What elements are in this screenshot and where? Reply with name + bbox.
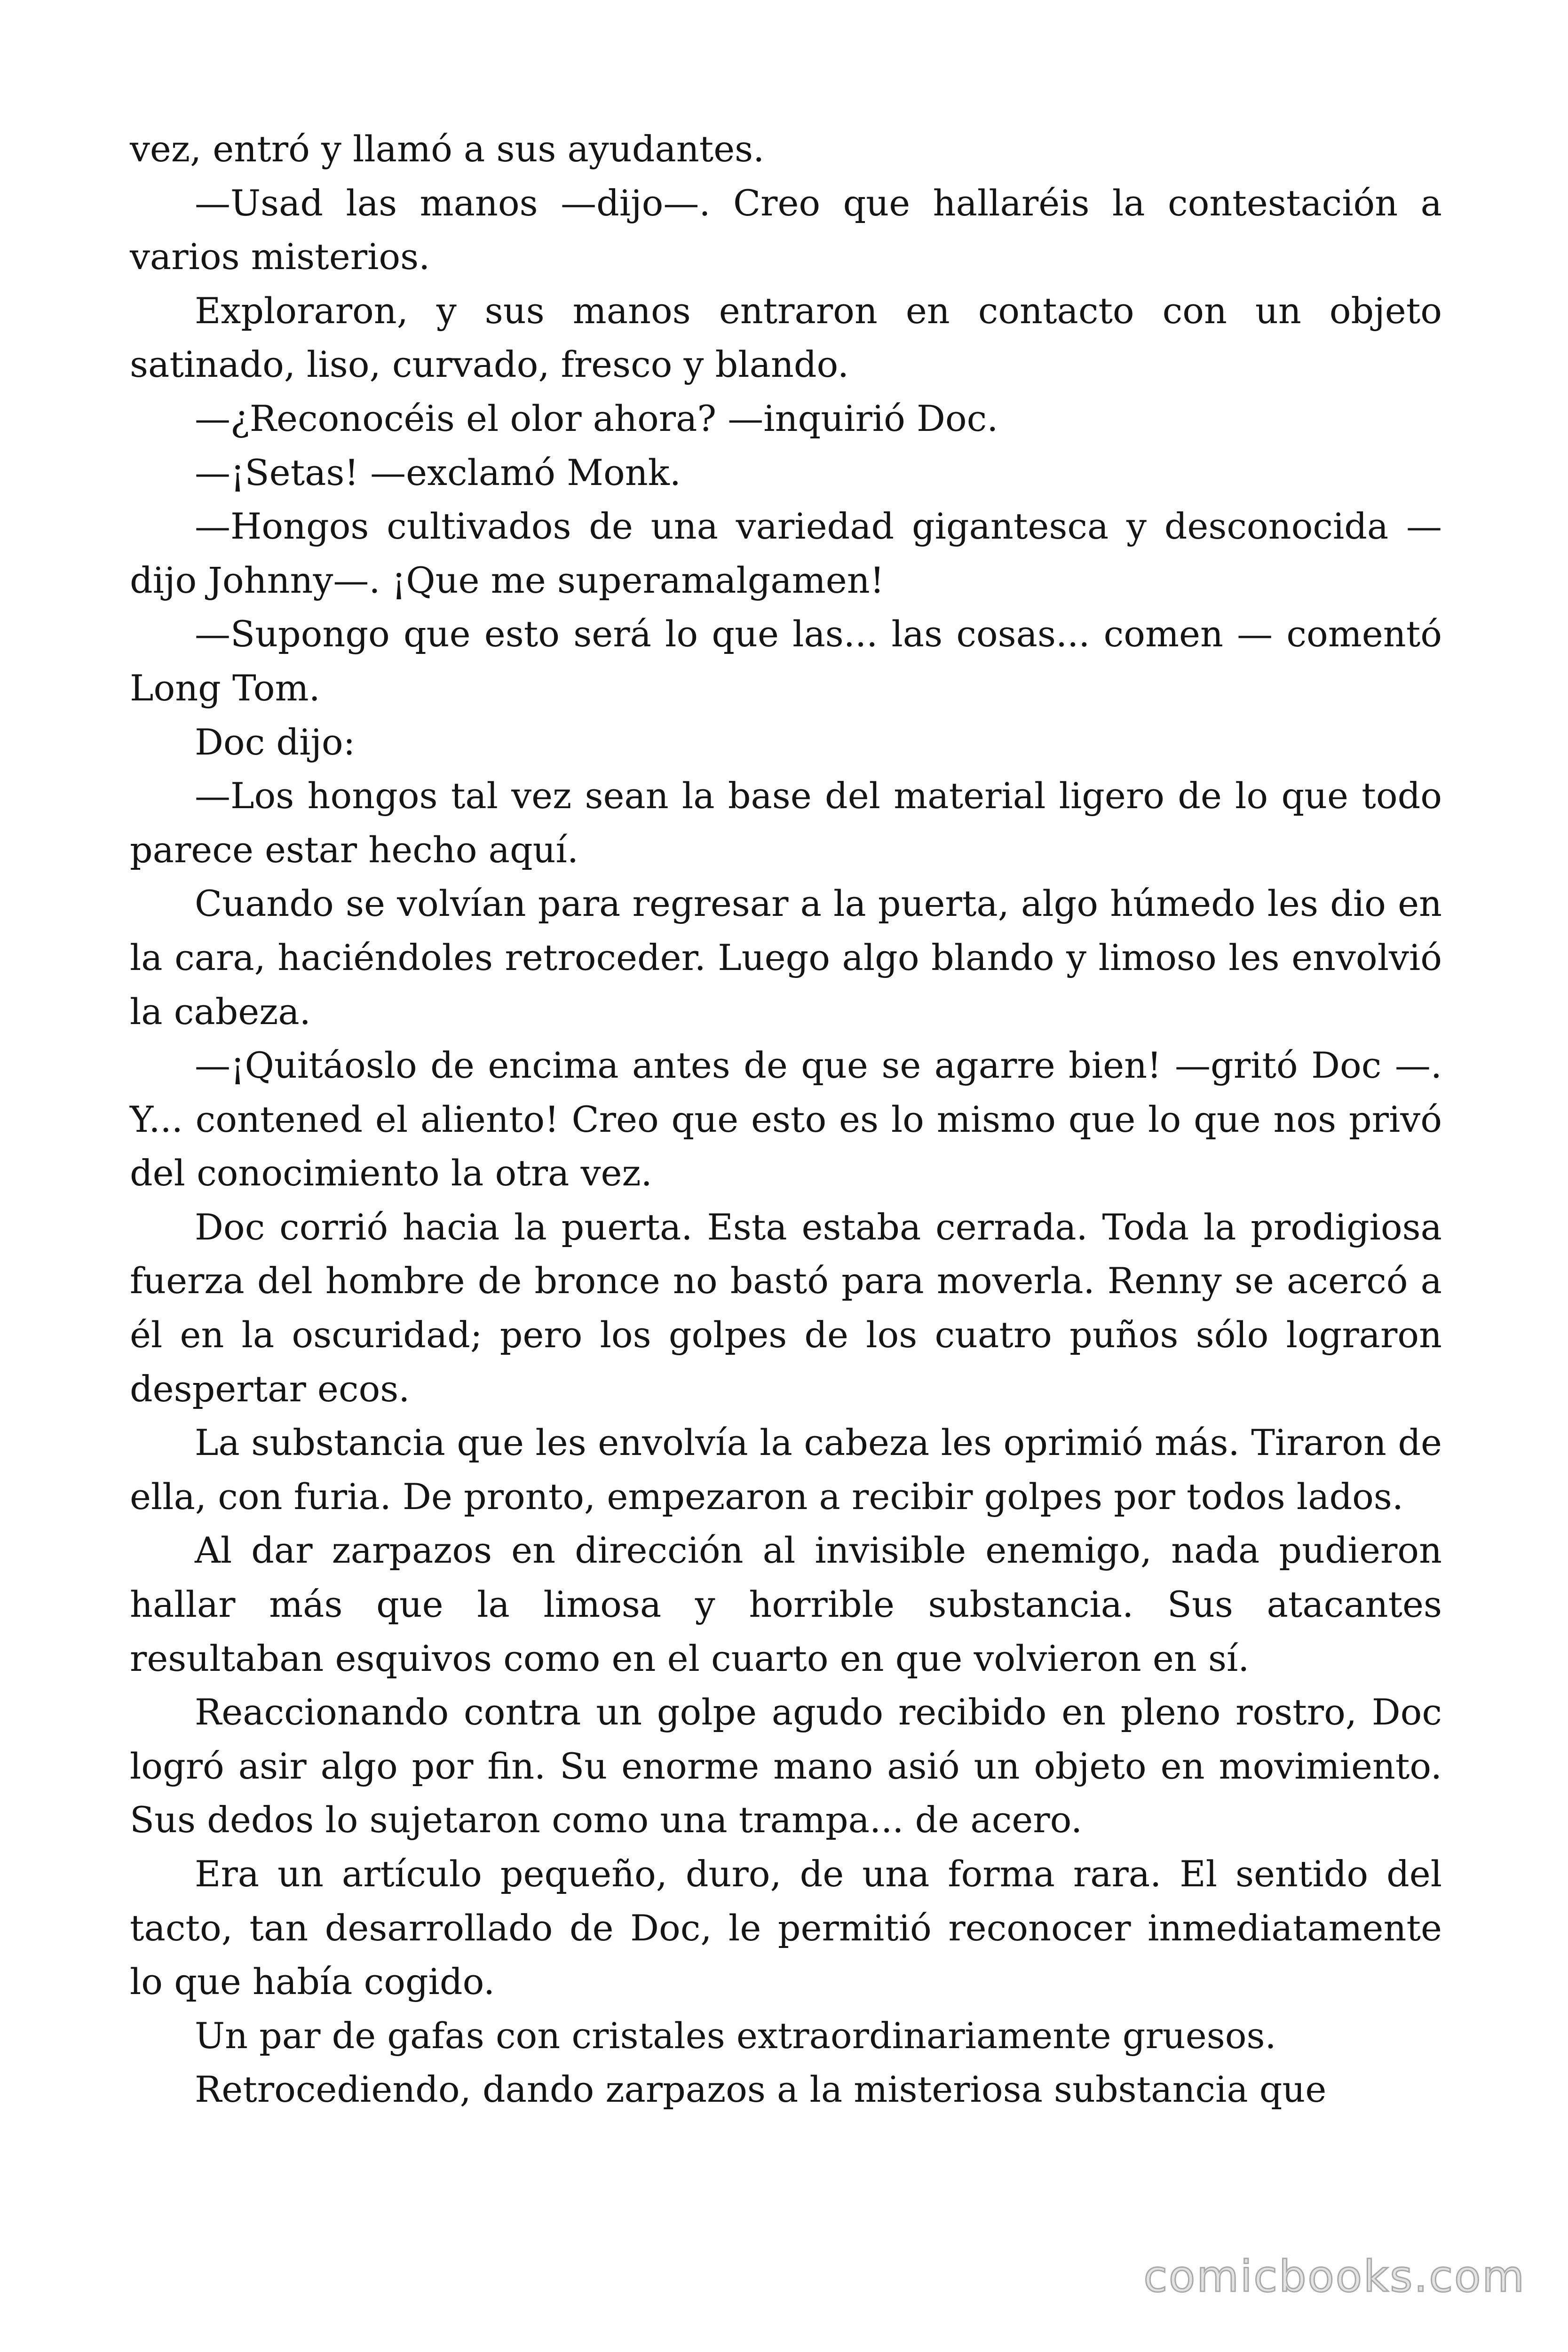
paragraph: —Supongo que esto será lo que las... las cosas... comen — comentó Long Tom. [130, 613, 1442, 709]
paragraph: Doc corrió hacia la puerta. Esta estaba cerrada. Toda la prodigiosa fuerza del hombre de bronce no bastó para moverla. Renny se acercó a él en la oscuridad; pero los golpes de los cuatro puños sólo lograron despertar ecos. [130, 1206, 1442, 1410]
paragraph: —Los hongos tal vez sean la base del material ligero de lo que todo parece estar hecho aquí. [130, 775, 1442, 871]
paragraph: Retrocediendo, dando zarpazos a la misteriosa substancia que [195, 2068, 1327, 2111]
paragraph: Era un artículo pequeño, duro, de una forma rara. El sentido del tacto, tan desarrollado de Doc, le permitió reconocer inmediatamente lo que había cogido. [130, 1853, 1442, 2003]
paragraph: —¡Setas! —exclamó Monk. [195, 451, 681, 493]
paragraph: —Hongos cultivados de una variedad gigantesca y desconocida —dijo Johnny—. ¡Que me superamalgamen! [130, 505, 1442, 601]
paragraph: Un par de gafas con cristales extraordinariamente gruesos. [195, 2014, 1276, 2057]
paragraph: —¿Reconocéis el olor ahora? —inquirió Doc. [195, 397, 998, 439]
paragraph: Exploraron, y sus manos entraron en contacto con un objeto satinado, liso, curvado, fresco y blando. [130, 289, 1442, 386]
paragraph: vez, entró y llamó a sus ayudantes. [130, 128, 765, 170]
paragraph: —¡Quitáoslo de encima antes de que se agarre bien! —gritó Doc —. Y... contened el aliento! Creo que esto es lo mismo que lo que nos privó del conocimiento la otra vez. [130, 1044, 1442, 1194]
paragraph: Reaccionando contra un golpe agudo recibido en pleno rostro, Doc logró asir algo por fin. Su enorme mano asió un objeto en movimiento. Sus dedos lo sujetaron como una trampa... de acero. [130, 1691, 1442, 1841]
paragraph: Al dar zarpazos en dirección al invisible enemigo, nada pudieron hallar más que la limosa y horrible substancia. Sus atacantes resultaban esquivos como en el cuarto en que volvieron en sí. [130, 1529, 1442, 1679]
paragraph: —Usad las manos —dijo—. Creo que hallaréis la contestación a varios misterios. [130, 182, 1442, 278]
body-text [130, 122, 1442, 2117]
paragraph: Doc dijo: [195, 721, 356, 763]
paragraph: Cuando se volvían para regresar a la puerta, algo húmedo les dio en la cara, haciéndoles retroceder. Luego algo blando y limoso les envolvió la cabeza. [130, 882, 1442, 1033]
watermark: comicbooks.com [1143, 2251, 1526, 2302]
paragraph: La substancia que les envolvía la cabeza les oprimió más. Tiraron de ella, con furia. De pronto, empezaron a recibir golpes por todos lados. [130, 1422, 1442, 1518]
